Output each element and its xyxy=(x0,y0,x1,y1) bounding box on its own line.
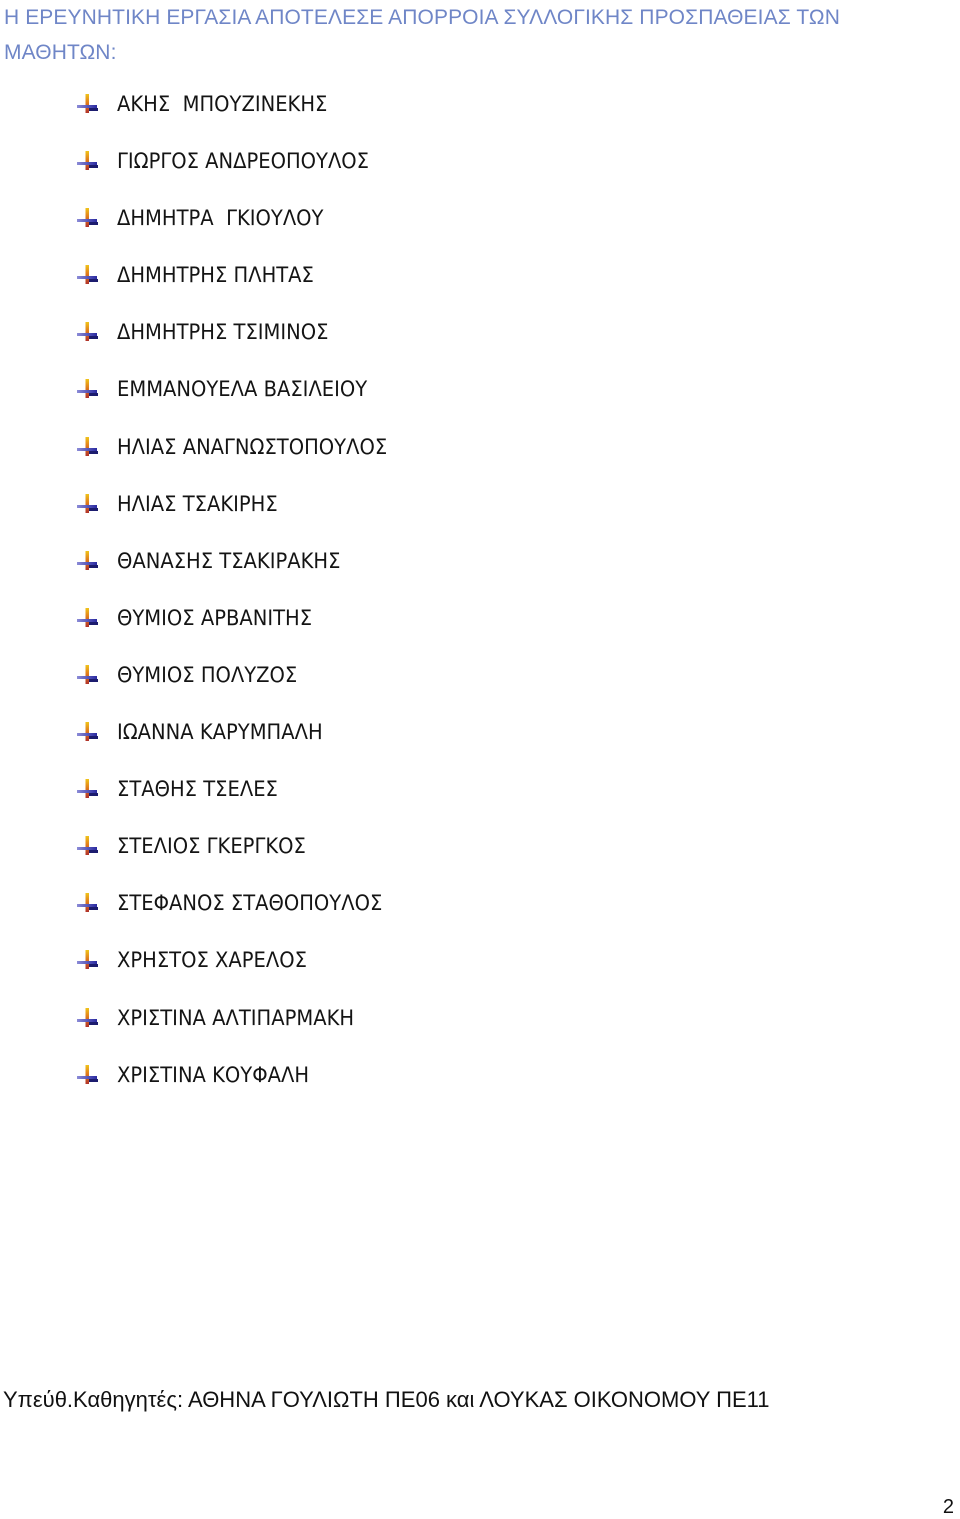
student-name: ΧΡΙΣΤΙΝΑ ΑΛΤΙΠΑΡΜΑΚΗ xyxy=(117,1005,355,1030)
arrow-bullet-icon xyxy=(76,721,100,743)
arrow-bullet-icon xyxy=(76,550,100,572)
arrow-bullet-icon xyxy=(76,264,100,286)
student-name: ΣΤΑΘΗΣ ΤΣΕΛΕΣ xyxy=(117,777,278,802)
student-name: ΘΥΜΙΟΣ ΑΡΒΑΝΙΤΗΣ xyxy=(117,605,313,630)
arrow-bullet-icon xyxy=(76,892,100,914)
student-name: ΕΜΜΑΝΟΥΕΛΑ ΒΑΣΙΛΕΙΟΥ xyxy=(117,377,368,402)
arrow-bullet-icon xyxy=(76,1007,100,1029)
student-name: ΑΚΗΣ ΜΠΟΥΖΙΝΕΚΗΣ xyxy=(117,92,328,116)
student-name: ΧΡΗΣΤΟΣ ΧΑΡΕΛΟΣ xyxy=(117,948,307,973)
arrow-bullet-icon xyxy=(76,1064,100,1086)
arrow-bullet-icon xyxy=(76,664,100,686)
student-name: ΓΙΩΡΓΟΣ ΑΝΔΡΕΟΠΟΥΛΟΣ xyxy=(117,149,370,174)
student-name: ΧΡΙΣΤΙΝΑ ΚΟΥΦΑΛΗ xyxy=(117,1062,310,1087)
student-name: ΘΑΝΑΣΗΣ ΤΣΑΚΙΡΑΚΗΣ xyxy=(117,548,341,573)
student-name: ΣΤΕΦΑΝΟΣ ΣΤΑΘΟΠΟΥΛΟΣ xyxy=(117,891,383,916)
document-heading: Η ΕΡΕΥΝΗΤΙΚΗ ΕΡΓΑΣΙΑ ΑΠΟΤΕΛΕΣΕ ΑΠΟΡΡΟΙΑ ΣΥΛΛΟΓΙΚΗΣ ΠΡΟΣΠΑΘΕΙΑΣ ΤΩΝ ΜΑΘΗΤΩΝ: xyxy=(4,6,840,64)
student-name: ΗΛΙΑΣ ΑΝΑΓΝΩΣΤΟΠΟΥΛΟΣ xyxy=(117,434,388,459)
student-name: ΣΤΕΛΙΟΣ ΓΚΕΡΓΚΟΣ xyxy=(117,834,306,859)
supervisors-line: Υπεύθ.Καθηγητές: ΑΘΗΝΑ ΓΟΥΛΙΩΤΗ ΠΕ06 και ΛΟΥΚΑΣ ΟΙΚΟΝΟΜΟΥ ΠΕ11 xyxy=(3,1387,770,1412)
arrow-bullet-icon xyxy=(76,378,100,400)
student-name: ΔΗΜΗΤΡΑ ΓΚΙΟΥΛΟΥ xyxy=(117,206,324,231)
arrow-bullet-icon xyxy=(76,150,100,172)
arrow-bullet-icon xyxy=(76,207,100,229)
arrow-bullet-icon xyxy=(76,93,100,115)
student-name: ΗΛΙΑΣ ΤΣΑΚΙΡΗΣ xyxy=(117,491,278,516)
arrow-bullet-icon xyxy=(76,493,100,515)
arrow-bullet-icon xyxy=(76,607,100,629)
arrow-bullet-icon xyxy=(76,778,100,800)
arrow-bullet-icon xyxy=(76,949,100,971)
arrow-bullet-icon xyxy=(76,835,100,857)
student-name: ΘΥΜΙΟΣ ΠΟΛΥΖΟΣ xyxy=(117,662,298,687)
student-name: ΔΗΜΗΤΡΗΣ ΤΣΙΜΙΝΟΣ xyxy=(117,320,329,345)
arrow-bullet-icon xyxy=(76,321,100,343)
page-number: 2 xyxy=(942,1496,954,1518)
student-name: ΙΩΑΝΝΑ ΚΑΡΥΜΠΑΛΗ xyxy=(117,720,323,745)
arrow-bullet-icon xyxy=(76,436,100,458)
student-name: ΔΗΜΗΤΡΗΣ ΠΛΗΤΑΣ xyxy=(117,263,314,288)
